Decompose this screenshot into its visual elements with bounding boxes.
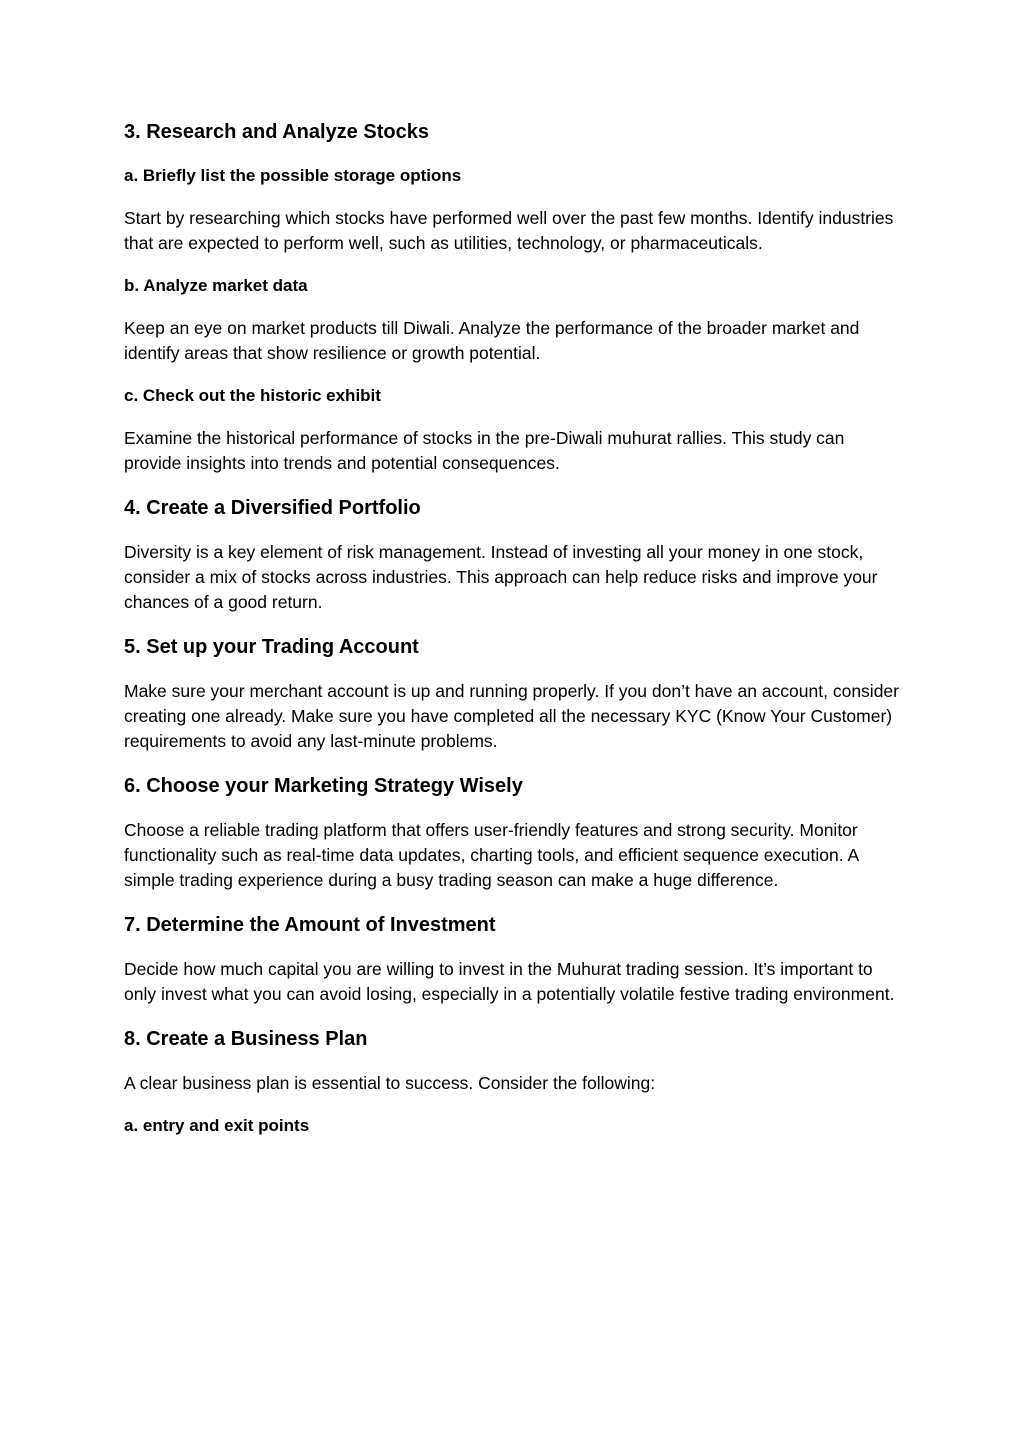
paragraph-8: A clear business plan is essential to success. Consider the following: <box>124 1073 656 1093</box>
paragraph-5: Make sure your merchant account is up and running properly. If you don’t have an account, consider creating one already. Make sure you have completed all the necessary KYC (Know Your Customer) requirements to avoid any last-minute problems. <box>124 681 899 751</box>
section-heading-3: 3. Research and Analyze Stocks <box>124 121 429 143</box>
paragraph-7: Decide how much capital you are willing to invest in the Muhurat trading session. It’s important to only invest what you can avoid losing, especially in a potentially volatile festive trading environment. <box>124 959 895 1004</box>
subheading-3b: b. Analyze market data <box>124 276 308 295</box>
section-heading-7: 7. Determine the Amount of Investment <box>124 914 496 936</box>
paragraph-4: Diversity is a key element of risk management. Instead of investing all your money in one stock, consider a mix of stocks across industries. This approach can help reduce risks and improve your chances of a good return. <box>124 542 878 612</box>
section-heading-6: 6. Choose your Marketing Strategy Wisely <box>124 775 523 797</box>
section-heading-4: 4. Create a Diversified Portfolio <box>124 497 421 519</box>
paragraph-3c: Examine the historical performance of stocks in the pre-Diwali muhurat rallies. This study can provide insights into trends and potential consequences. <box>124 428 845 473</box>
subheading-8a: a. entry and exit points <box>124 1116 310 1135</box>
section-heading-5: 5. Set up your Trading Account <box>124 636 419 658</box>
section-heading-8: 8. Create a Business Plan <box>124 1028 368 1050</box>
document-page <box>124 118 904 1156</box>
subheading-3c: c. Check out the historic exhibit <box>124 386 381 405</box>
paragraph-3a: Start by researching which stocks have performed well over the past few months. Identify industries that are expected to perform well, such as utilities, technology, or pharmaceuticals. <box>124 208 894 253</box>
subheading-3a: a. Briefly list the possible storage options <box>124 166 462 185</box>
paragraph-3b: Keep an eye on market products till Diwali. Analyze the performance of the broader market and identify areas that show resilience or growth potential. <box>124 318 860 363</box>
paragraph-6: Choose a reliable trading platform that offers user-friendly features and strong security. Monitor functionality such as real-time data updates, charting tools, and efficient sequence execution. A simple trading experience during a busy trading season can make a huge difference. <box>124 820 859 890</box>
